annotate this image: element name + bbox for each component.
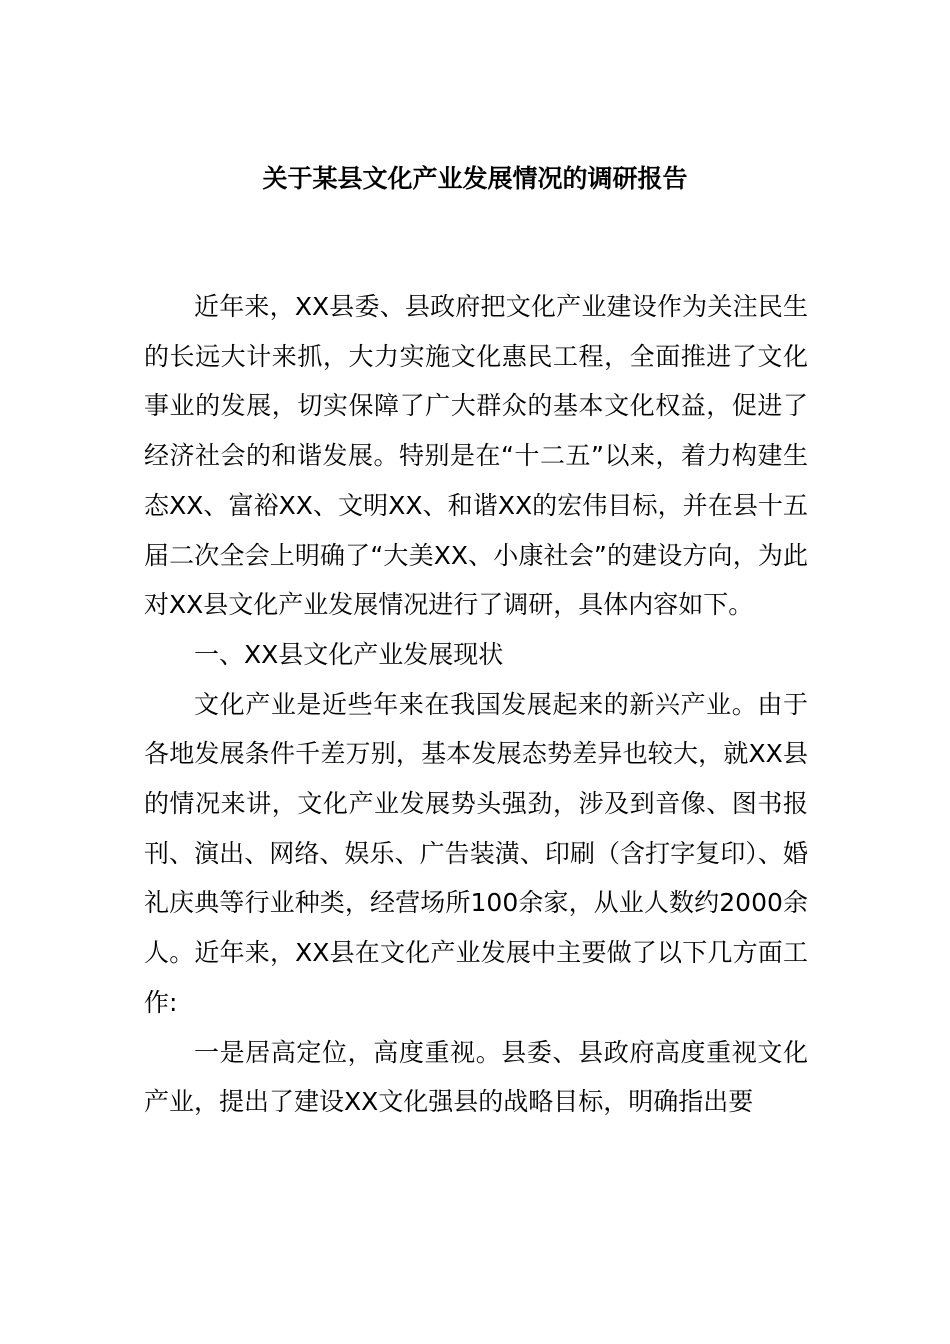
- paragraph-point-one: 一是居高定位，高度重视。县委、县政府高度重视文化产业，提出了建设XX文化强县的战略目标，明确指出要: [144, 1037, 808, 1117]
- section-heading-1: 一、XX县文化产业发展现状: [194, 639, 504, 669]
- paragraph-intro: 近年来，XX县委、县政府把文化产业建设作为关注民生的长远大计来抓，大力实施文化惠民工程，全面推进了文化事业的发展，切实保障了广大群众的基本文化权益，促进了经济社会的和谐发展。特别是在“十二五”以来，着力构建生态XX、富裕XX、文明XX、和谐XX的宏伟目标，并在县十五届二次全会上明确了“大美XX、小康社会”的建设方向，为此对XX县文化产业发展情况进行了调研，具体内容如下。: [144, 292, 808, 620]
- paragraph-industry-status: 文化产业是近些年来在我国发展起来的新兴产业。由于各地发展条件千差万别，基本发展态势差异也较大，就XX县的情况来讲，文化产业发展势头强劲，涉及到音像、图书报刊、演出、网络、娱乐、广告装潢、印刷（含打字复印）、婚礼庆典等行业种类，经营场所100余家，从业人数约2000余人。近年来，XX县在文化产业发展中主要做了以下几方面工作:: [144, 689, 808, 1017]
- document-title: 关于某县文化产业发展情况的调研报告: [262, 164, 688, 193]
- document-body: [144, 282, 808, 1127]
